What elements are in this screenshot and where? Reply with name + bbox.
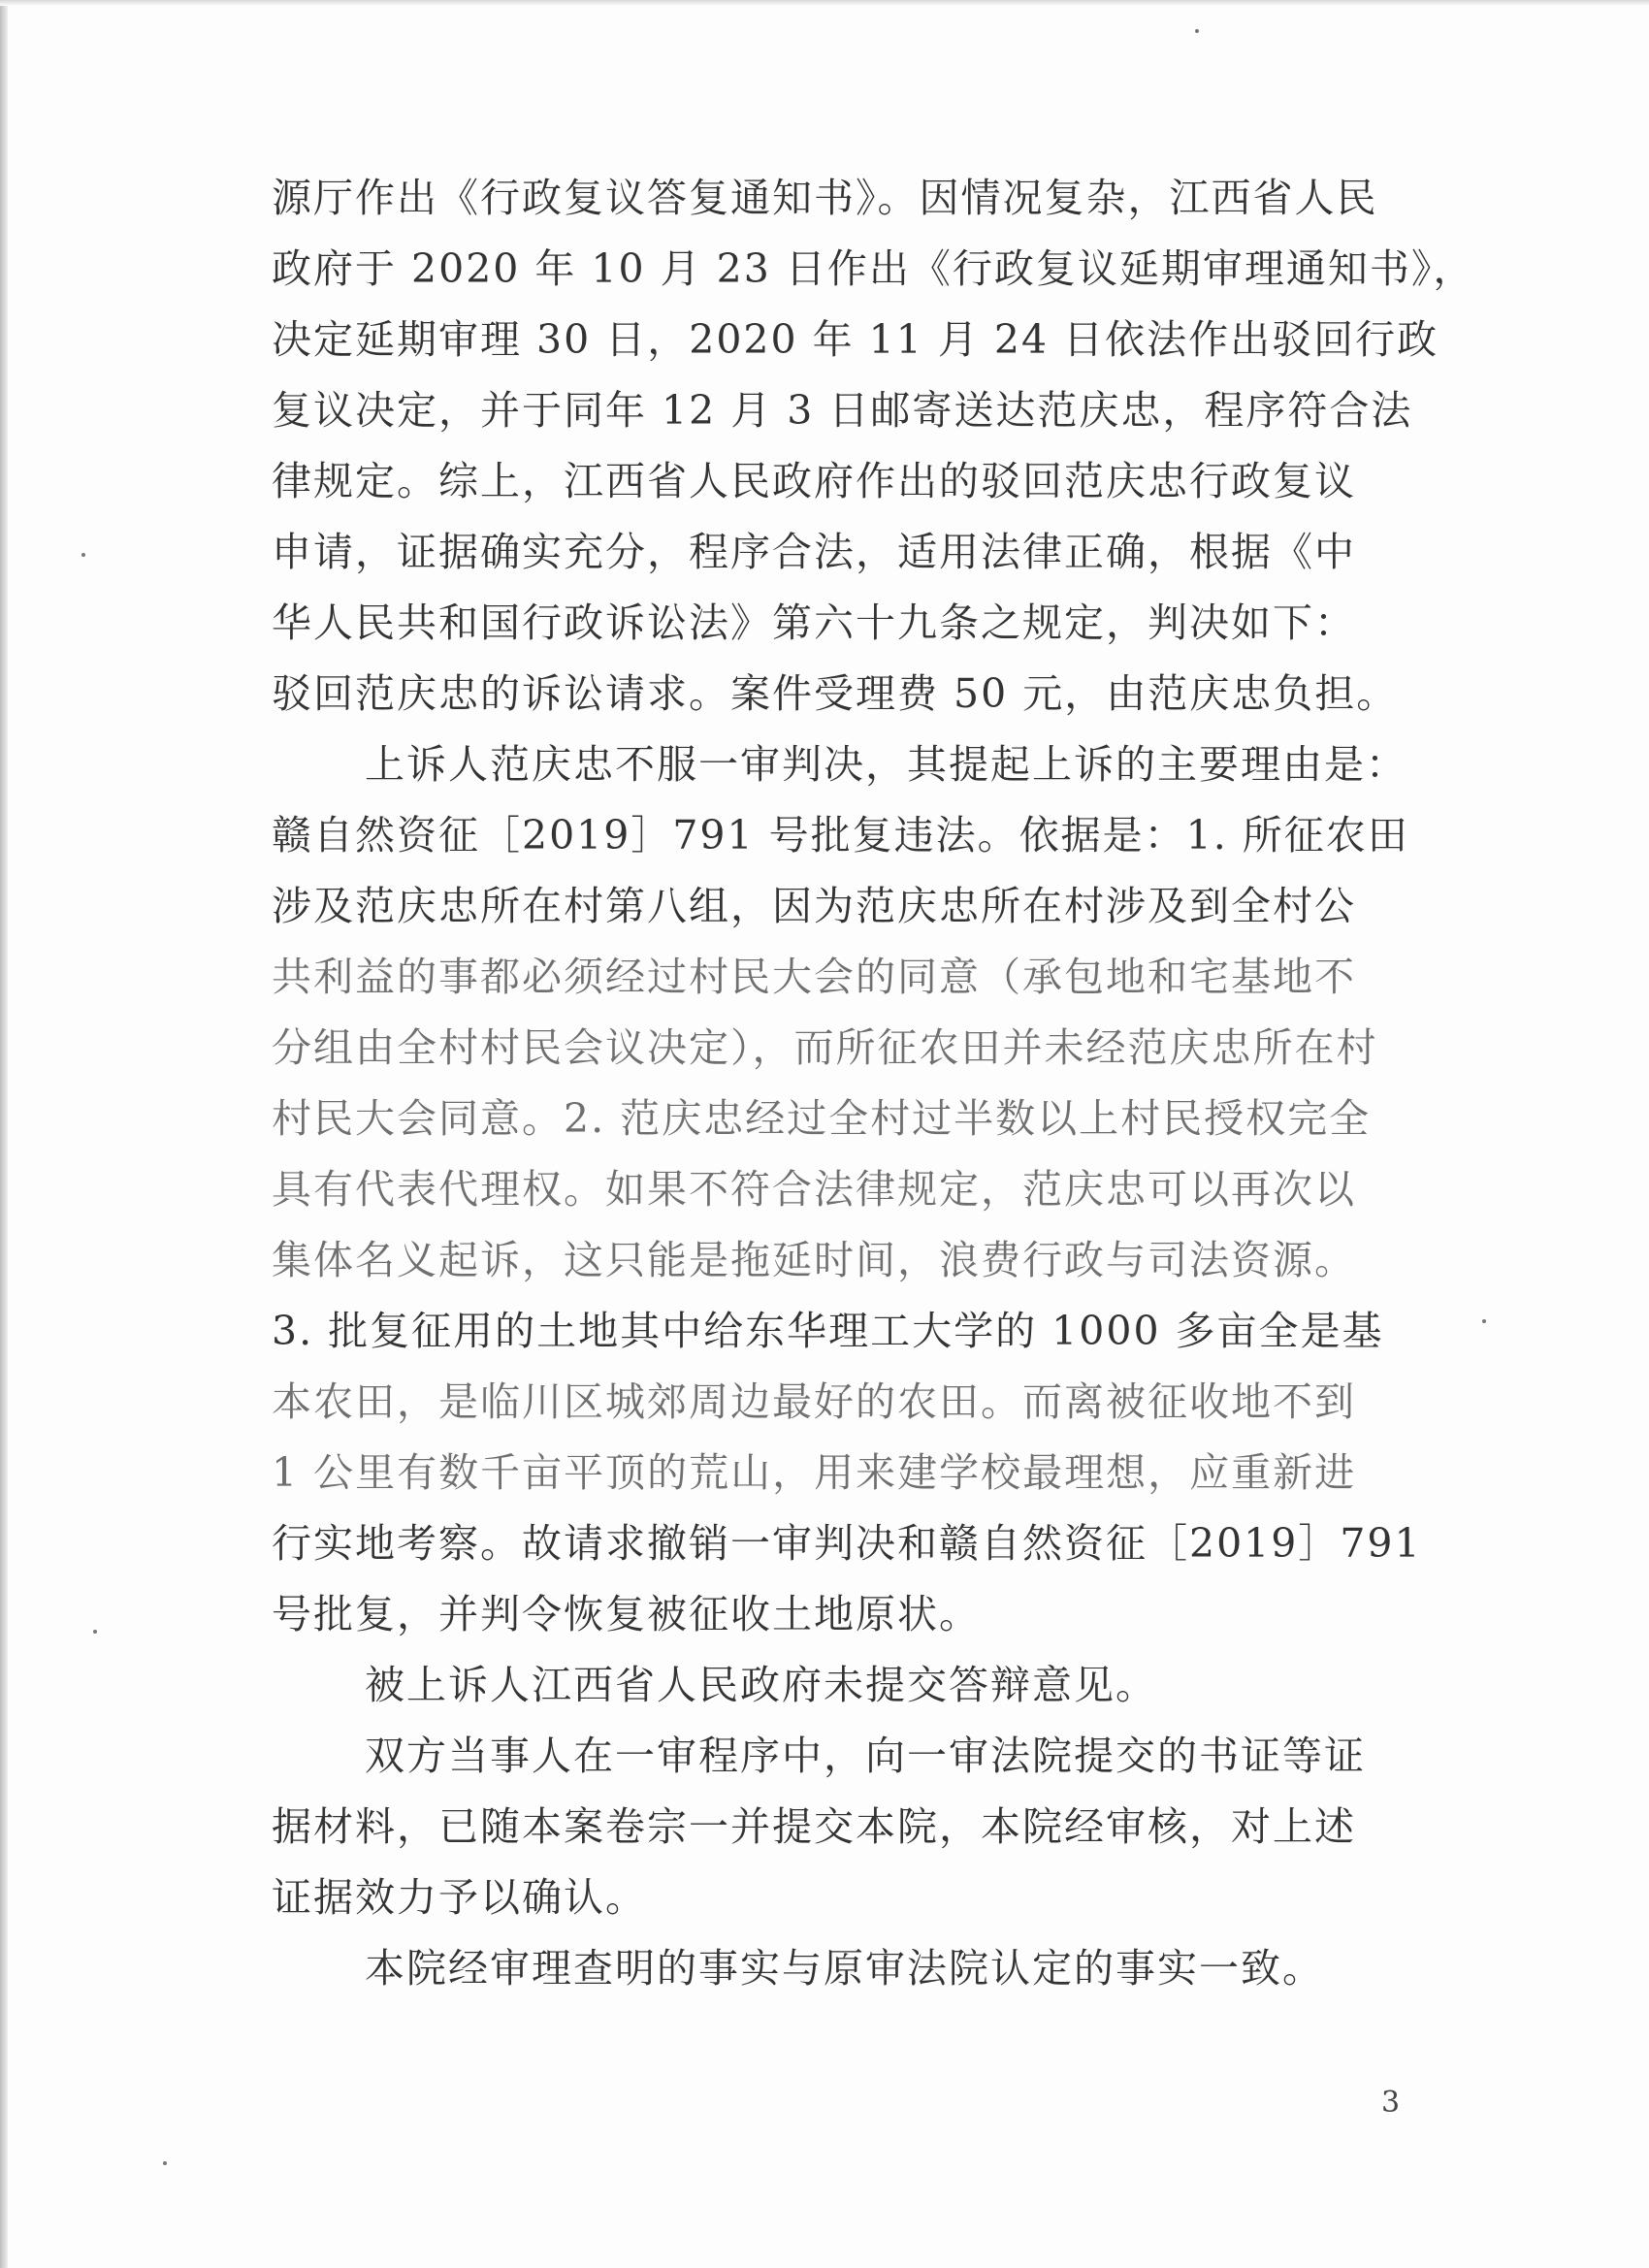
- scan-speck: [81, 553, 85, 557]
- text-line: 驳回范庆忠的诉讼请求。案件受理费 50 元，由范庆忠负担。: [272, 670, 1399, 717]
- text-line: 具有代表代理权。如果不符合法律规定，范庆忠可以再次以: [272, 1166, 1356, 1213]
- text-line: 被上诉人江西省人民政府未提交答辩意见。: [365, 1662, 1157, 1708]
- text-line: 分组由全村村民会议决定），而所征农田并未经范庆忠所在村: [272, 1024, 1378, 1071]
- text-line: 号批复，并判令恢复被征收土地原状。: [272, 1591, 981, 1637]
- document-body: [272, 163, 1475, 2004]
- scan-speck: [1482, 1319, 1486, 1323]
- text-line: 共利益的事都必须经过村民大会的同意（承包地和宅基地不: [272, 954, 1356, 1000]
- text-line: 决定延期审理 30 日，2020 年 11 月 24 日依法作出驳回行政: [272, 316, 1439, 363]
- text-line: 村民大会同意。2. 范庆忠经过全村过半数以上村民授权完全: [272, 1095, 1372, 1142]
- scan-speck: [93, 1630, 97, 1634]
- text-line: 律规定。综上，江西省人民政府作出的驳回范庆忠行政复议: [272, 458, 1356, 504]
- text-line: 政府于 2020 年 10 月 23 日作出《行政复议延期审理通知书》，: [272, 245, 1475, 292]
- scan-top-shadow: [0, 0, 1649, 6]
- text-line: 双方当事人在一审程序中，向一审法院提交的书证等证: [365, 1733, 1366, 1779]
- text-line: 3. 批复征用的土地其中给东华理工大学的 1000 多亩全是基: [272, 1308, 1384, 1354]
- text-line: 申请，证据确实充分，程序合法，适用法律正确，根据《中: [272, 529, 1356, 575]
- page-number: 3: [1381, 2086, 1401, 2120]
- text-line: 华人民共和国行政诉讼法》第六十九条之规定，判决如下：: [272, 599, 1356, 646]
- text-line: 证据效力予以确认。: [272, 1874, 647, 1921]
- text-line: 上诉人范庆忠不服一审判决，其提起上诉的主要理由是：: [365, 741, 1407, 788]
- text-line: 集体名义起诉，这只能是拖延时间，浪费行政与司法资源。: [272, 1237, 1356, 1283]
- text-line: 复议决定，并于同年 12 月 3 日邮寄送达范庆忠，程序符合法: [272, 387, 1413, 434]
- text-line: 源厅作出《行政复议答复通知书》。因情况复杂，江西省人民: [272, 175, 1378, 221]
- text-line: 据材料，已随本案卷宗一并提交本院，本院经审核，对上述: [272, 1803, 1356, 1850]
- text-line: 赣自然资征［2019］791 号批复违法。依据是：1. 所征农田: [272, 812, 1409, 859]
- text-line: 本院经审理查明的事实与原审法院认定的事实一致。: [365, 1945, 1324, 1992]
- text-line: 本农田，是临川区城郊周边最好的农田。而离被征收地不到: [272, 1378, 1356, 1425]
- text-line: 1 公里有数千亩平顶的荒山，用来建学校最理想，应重新进: [272, 1449, 1357, 1496]
- scan-speck: [163, 2161, 167, 2165]
- text-line: 行实地考察。故请求撤销一审判决和赣自然资征［2019］791: [272, 1520, 1422, 1567]
- scan-speck: [1195, 29, 1199, 33]
- text-line: 涉及范庆忠所在村第八组，因为范庆忠所在村涉及到全村公: [272, 883, 1356, 929]
- scan-edge-shadow: [0, 0, 8, 2268]
